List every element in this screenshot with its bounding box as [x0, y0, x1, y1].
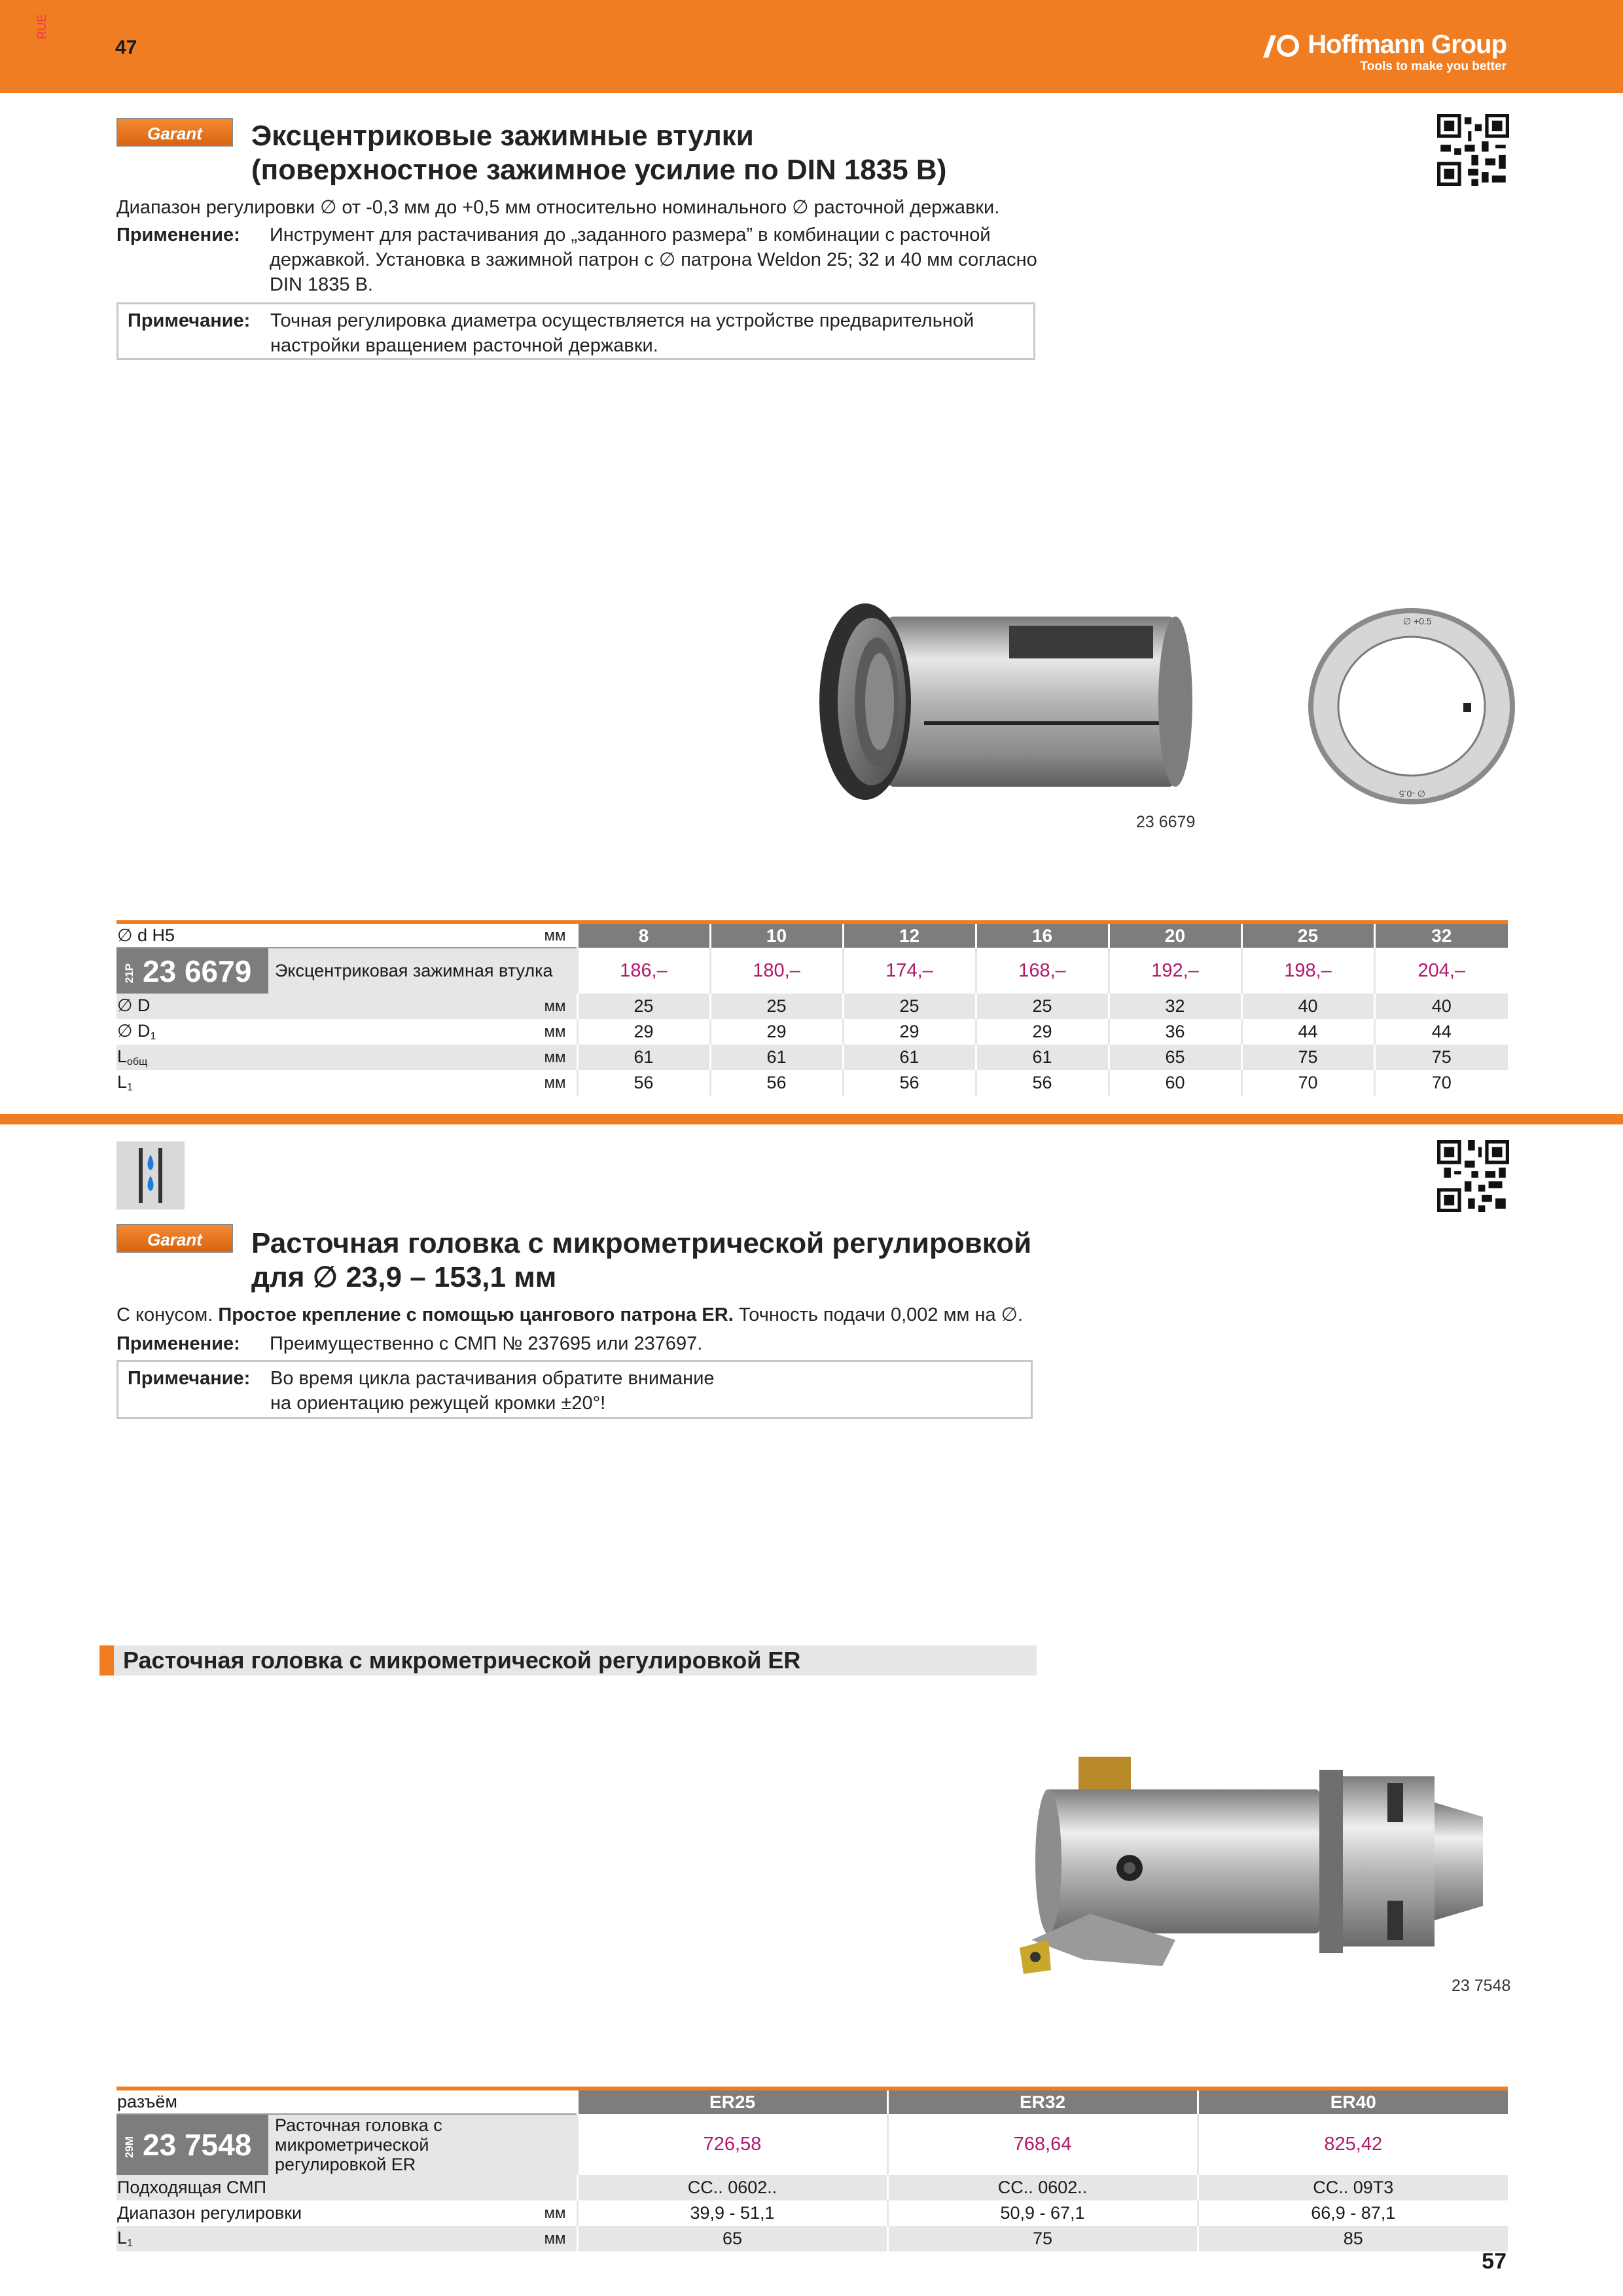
- table1-article-number[interactable]: 21P 23 6679: [116, 948, 268, 994]
- brand: [1262, 30, 1507, 74]
- table2-price: 726,58: [577, 2114, 887, 2175]
- brand-name: Hoffmann Group: [1262, 30, 1507, 60]
- table2-article-row[interactable]: [116, 2114, 1508, 2175]
- table1-article-row[interactable]: [116, 948, 1508, 994]
- section2-note-label: Примечание:: [128, 1368, 251, 1389]
- table1-row: $L_1$ мм 56 56 56 56 60 70 70: [116, 1070, 1508, 1096]
- page-number-top: 47: [115, 37, 137, 58]
- section2-use-label: Применение:: [116, 1333, 240, 1354]
- table1-col: 32: [1374, 924, 1508, 948]
- table2-col: ER40: [1198, 2090, 1508, 2114]
- table1-row: $L_{общ}$ мм 61 61 61 61 65 75 75: [116, 1045, 1508, 1070]
- table1-col: 25: [1241, 924, 1374, 948]
- section2-note-box: [116, 1360, 1033, 1419]
- section1-title: Эксцентриковые зажимные втулки (поверхностное зажимное усилие по DIN 1835 B): [251, 120, 947, 186]
- table1-col: 16: [976, 924, 1109, 948]
- table1-col: 8: [577, 924, 710, 948]
- table1-header-unit: мм: [544, 927, 566, 944]
- table2-row: $L_1$ мм 65 75 85: [116, 2226, 1508, 2251]
- subsection-accent: [99, 1645, 114, 1676]
- table1-price: 180,–: [710, 948, 843, 994]
- table1-price: 168,–: [976, 948, 1109, 994]
- subsection-bar: [114, 1645, 1037, 1676]
- hoffmann-logo-icon: [1262, 33, 1304, 59]
- table1-article-desc: Эксцентриковая зажимная втулка: [268, 948, 577, 994]
- section1-note-text: Точная регулировка диаметра осуществляется на устройстве предварительной настройки вращением расточной державки.: [270, 310, 974, 356]
- table1-col: 10: [710, 924, 843, 948]
- ring-label-top: ∅ +0.5: [1403, 616, 1432, 626]
- boring-head-image: [1012, 1744, 1509, 1986]
- table1-row: ∅ $D_1$ мм 29 29 29 29 36 44 44: [116, 1019, 1508, 1045]
- table1: [116, 924, 1508, 1096]
- section2-image-caption: 23 7548: [1452, 1977, 1511, 1995]
- table2-header-row: [116, 2090, 1508, 2114]
- eccentric-sleeve-image: [809, 597, 1216, 813]
- garant-logo: Garant: [116, 1224, 233, 1253]
- table2-article-number[interactable]: 29M 23 7548: [116, 2114, 268, 2175]
- garant-logo: Garant: [116, 118, 233, 147]
- table1-price: 192,–: [1109, 948, 1241, 994]
- ring-label-bottom: ∅ -0.5: [1399, 789, 1425, 799]
- page-number-bottom: 57: [1482, 2249, 1507, 2274]
- section2-note-text: Во время цикла растачивания обратите внимание на ориентацию режущей кромки ±20°!: [270, 1368, 715, 1414]
- table1-price: 198,–: [1241, 948, 1374, 994]
- section-separator: [0, 1114, 1623, 1124]
- section1-image-caption: 23 6679: [1136, 813, 1196, 831]
- section2-description: С конусом. Простое крепление с помощью цангового патрона ER. Точность подачи 0,002 мм на ∅.: [116, 1304, 1024, 1325]
- table2: [116, 2090, 1508, 2251]
- qr-code-icon[interactable]: [1437, 1140, 1509, 1212]
- table2-header-label: разъём: [117, 2092, 177, 2111]
- coolant-icon: [116, 1141, 185, 1210]
- section2-use-text: Преимущественно с СМП № 237695 или 237697.: [270, 1333, 703, 1354]
- table1-price: 204,–: [1374, 948, 1508, 994]
- table2-col: ER32: [887, 2090, 1198, 2114]
- table1-col: 20: [1109, 924, 1241, 948]
- eccentric-ring-image: [1305, 605, 1518, 808]
- table2-price: 825,42: [1198, 2114, 1508, 2175]
- section1-note-label: Примечание:: [128, 310, 251, 331]
- section1-use-label: Применение:: [116, 224, 240, 245]
- brand-tagline: Tools to make you better: [1360, 60, 1507, 73]
- table1-row: ∅ D мм 25 25 25 25 32 40 40: [116, 994, 1508, 1019]
- table2-col: ER25: [577, 2090, 887, 2114]
- table1-header-row: [116, 924, 1508, 948]
- table1-price: 174,–: [843, 948, 976, 994]
- section2-title: Расточная головка с микрометрической регулировкой для ∅ 23,9 – 153,1 мм: [251, 1227, 1032, 1293]
- subsection-title: Расточная головка с микрометрической регулировкой ER: [123, 1647, 801, 1674]
- table2-price: 768,64: [887, 2114, 1198, 2175]
- table2-article-desc: Расточная головка с микрометрической регулировкой ER: [268, 2114, 577, 2175]
- qr-code-icon[interactable]: [1437, 114, 1509, 186]
- section1-use-text: Инструмент для растачивания до „заданного размера” в комбинации с расточной державкой. Установка в зажимной патрон с ∅ патрона Weldon 25; 32 и 40 мм согласно DIN 1835 B.: [270, 224, 1037, 295]
- section1-note-box: [116, 302, 1035, 360]
- side-tag: RUE: [35, 14, 48, 39]
- table1-col: 12: [843, 924, 976, 948]
- table1-price: 186,–: [577, 948, 710, 994]
- table2-row: Диапазон регулировки мм 39,9 - 51,1 50,9 - 67,1 66,9 - 87,1: [116, 2200, 1508, 2226]
- section1-description: Диапазон регулировки ∅ от -0,3 мм до +0,5 мм относительно номинального ∅ расточной державки.: [116, 197, 1000, 218]
- table1-header-label: ∅ d H5: [117, 925, 175, 945]
- table2-row: Подходящая СМП CC.. 0602.. CC.. 0602.. CC.. 09T3: [116, 2175, 1508, 2200]
